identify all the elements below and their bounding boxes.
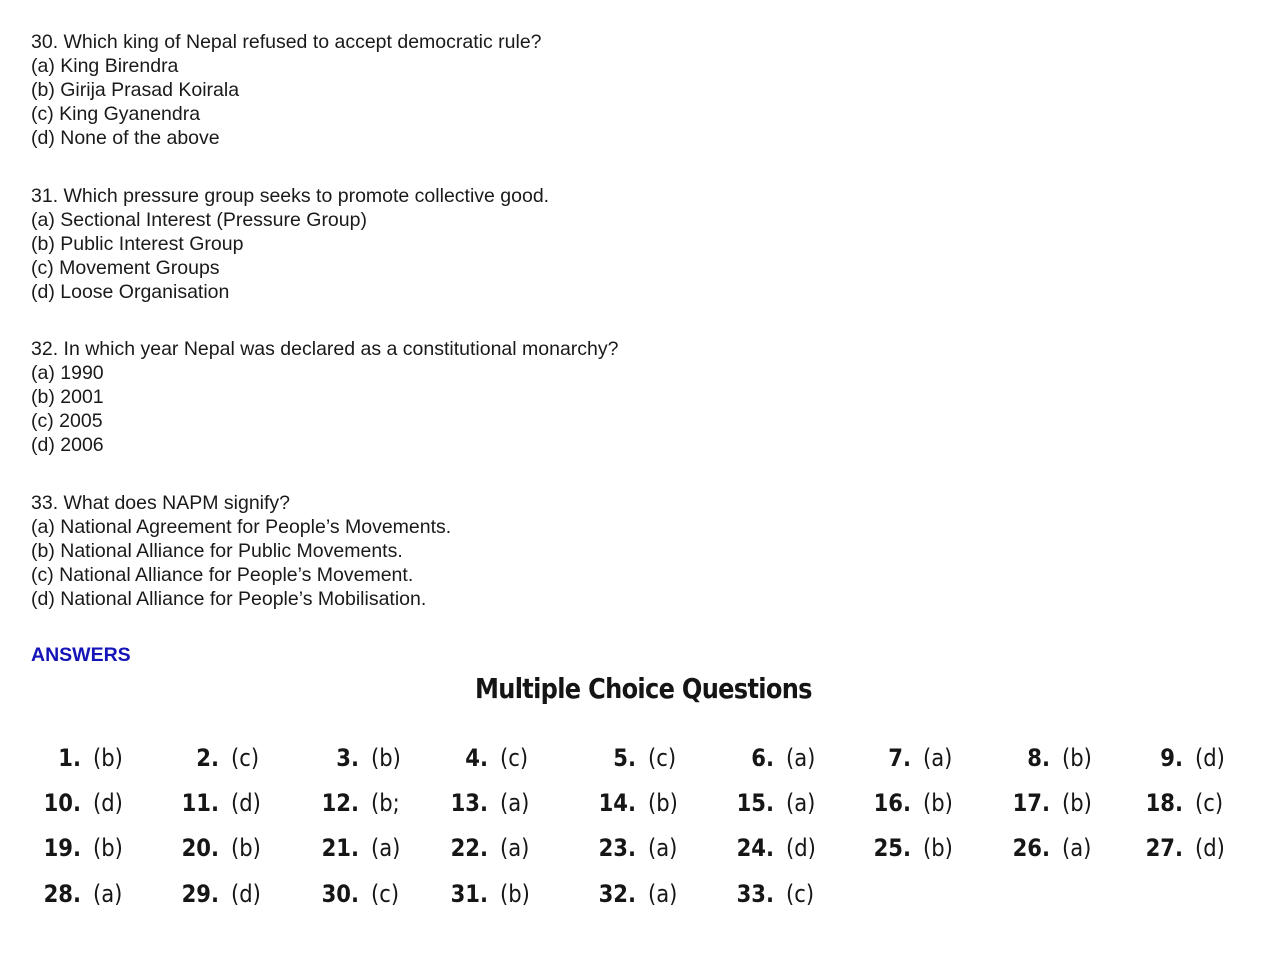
answer-number: 15. <box>736 789 774 817</box>
answer-item <box>576 833 681 863</box>
question-33 <box>31 491 451 611</box>
answer-item <box>159 833 265 863</box>
option-c: (c) National Alliance for People’s Movement. <box>31 564 414 586</box>
answer-number: 28. <box>43 880 81 908</box>
answer-item <box>990 833 1095 863</box>
answer-choice: (b) <box>923 789 953 817</box>
answer-item <box>714 743 819 773</box>
answer-number: 13. <box>450 789 488 817</box>
answer-choice: (a) <box>93 880 123 908</box>
option-c: (c) 2005 <box>31 410 103 432</box>
answer-choice: (a) <box>371 834 401 862</box>
answer-item <box>714 788 819 818</box>
answer-item <box>851 743 956 773</box>
option-d: (d) 2006 <box>31 434 104 456</box>
option-c: (c) King Gyanendra <box>31 103 201 125</box>
answer-choice: (b) <box>1062 789 1092 817</box>
answer-choice: (b) <box>648 789 678 817</box>
answer-number: 33. <box>736 880 774 908</box>
answer-number: 27. <box>1145 834 1183 862</box>
option-a: (a) 1990 <box>31 362 104 384</box>
question-text: 30. Which king of Nepal refused to accept democratic rule? <box>31 31 542 53</box>
answer-item <box>851 833 957 863</box>
option-d: (d) None of the above <box>31 127 220 149</box>
question-text: 32. In which year Nepal was declared as a constitutional monarchy? <box>31 338 619 360</box>
answer-item <box>990 743 1096 773</box>
answer-choice: (c) <box>786 880 815 908</box>
answer-number: 22. <box>450 834 488 862</box>
answer-number: 9. <box>1160 744 1183 772</box>
answer-item <box>299 743 405 773</box>
answer-choice: (a) <box>786 744 816 772</box>
answer-choice: (c) <box>371 880 400 908</box>
answer-choice: (a) <box>500 834 530 862</box>
answer-item <box>21 743 127 773</box>
answer-choice: (b) <box>93 834 123 862</box>
answer-choice: (b) <box>93 744 123 772</box>
answer-choice: (b; <box>371 789 400 817</box>
answer-number: 23. <box>598 834 636 862</box>
answer-number: 20. <box>181 834 219 862</box>
answer-choice: (d) <box>231 880 261 908</box>
answer-number: 1. <box>58 744 81 772</box>
answer-choice: (a) <box>500 789 530 817</box>
answer-item <box>428 743 532 773</box>
answer-number: 6. <box>751 744 774 772</box>
answer-item <box>1123 788 1227 818</box>
answer-number: 3. <box>336 744 359 772</box>
answer-item <box>428 879 534 909</box>
option-b: (b) 2001 <box>31 386 104 408</box>
answer-item <box>299 879 403 909</box>
answer-choice: (c) <box>1195 789 1224 817</box>
answer-number: 8. <box>1027 744 1050 772</box>
answer-choice: (a) <box>648 834 678 862</box>
answer-choice: (c) <box>648 744 677 772</box>
answer-number: 30. <box>321 880 359 908</box>
answer-number: 16. <box>873 789 911 817</box>
answer-number: 17. <box>1012 789 1050 817</box>
answer-item <box>851 788 957 818</box>
option-d: (d) National Alliance for People’s Mobilisation. <box>31 588 427 610</box>
option-b: (b) Public Interest Group <box>31 233 244 255</box>
answer-number: 14. <box>598 789 636 817</box>
answer-item <box>21 879 126 909</box>
answer-item <box>714 833 820 863</box>
question-30 <box>31 30 542 150</box>
answer-choice: (b) <box>500 880 530 908</box>
answer-number: 31. <box>450 880 488 908</box>
answer-item <box>576 788 682 818</box>
answer-item <box>299 833 404 863</box>
answer-item <box>299 788 404 818</box>
answer-choice: (d) <box>1195 834 1225 862</box>
answers-heading: ANSWERS <box>31 644 131 666</box>
answer-choice: (d) <box>786 834 816 862</box>
answer-item <box>159 743 263 773</box>
answer-choice: (a) <box>923 744 953 772</box>
answer-number: 4. <box>465 744 488 772</box>
answer-choice: (d) <box>231 789 261 817</box>
answer-item <box>21 788 127 818</box>
answer-number: 19. <box>43 834 81 862</box>
answer-number: 18. <box>1145 789 1183 817</box>
option-c: (c) Movement Groups <box>31 257 220 279</box>
answer-number: 29. <box>181 880 219 908</box>
option-b: (b) National Alliance for Public Movements. <box>31 540 403 562</box>
answer-choice: (d) <box>1195 744 1225 772</box>
answer-number: 21. <box>321 834 359 862</box>
answer-choice: (a) <box>648 880 678 908</box>
question-31 <box>31 184 549 304</box>
answer-item <box>576 743 680 773</box>
answer-number: 7. <box>888 744 911 772</box>
answer-item <box>1123 743 1229 773</box>
answer-choice: (d) <box>93 789 123 817</box>
answer-item <box>990 788 1096 818</box>
answer-choice: (b) <box>231 834 261 862</box>
option-d: (d) Loose Organisation <box>31 281 230 303</box>
option-a: (a) Sectional Interest (Pressure Group) <box>31 209 367 231</box>
answer-choice: (b) <box>923 834 953 862</box>
question-text: 31. Which pressure group seeks to promote collective good. <box>31 185 550 207</box>
answers-title: Multiple Choice Questions <box>475 672 812 705</box>
option-b: (b) Girija Prasad Koirala <box>31 79 240 101</box>
question-32 <box>31 337 619 457</box>
answer-item <box>428 788 533 818</box>
answer-choice: (a) <box>1062 834 1092 862</box>
answer-choice: (c) <box>231 744 260 772</box>
answer-choice: (a) <box>786 789 816 817</box>
answer-choice: (b) <box>371 744 401 772</box>
answer-item <box>21 833 127 863</box>
answer-number: 24. <box>736 834 774 862</box>
answer-number: 26. <box>1012 834 1050 862</box>
answer-item <box>159 788 265 818</box>
answer-number: 11. <box>181 789 219 817</box>
answer-item <box>714 879 818 909</box>
option-a: (a) National Agreement for People’s Movements. <box>31 516 452 538</box>
question-text: 33. What does NAPM signify? <box>31 492 291 514</box>
answer-choice: (c) <box>500 744 529 772</box>
answer-number: 12. <box>321 789 359 817</box>
answer-number: 10. <box>43 789 81 817</box>
answer-item <box>1123 833 1229 863</box>
answer-item <box>576 879 681 909</box>
option-a: (a) King Birendra <box>31 55 179 77</box>
answer-number: 2. <box>196 744 219 772</box>
answer-item <box>159 879 265 909</box>
answer-number: 25. <box>873 834 911 862</box>
answer-number: 5. <box>613 744 636 772</box>
answer-choice: (b) <box>1062 744 1092 772</box>
answer-item <box>428 833 533 863</box>
answer-number: 32. <box>598 880 636 908</box>
